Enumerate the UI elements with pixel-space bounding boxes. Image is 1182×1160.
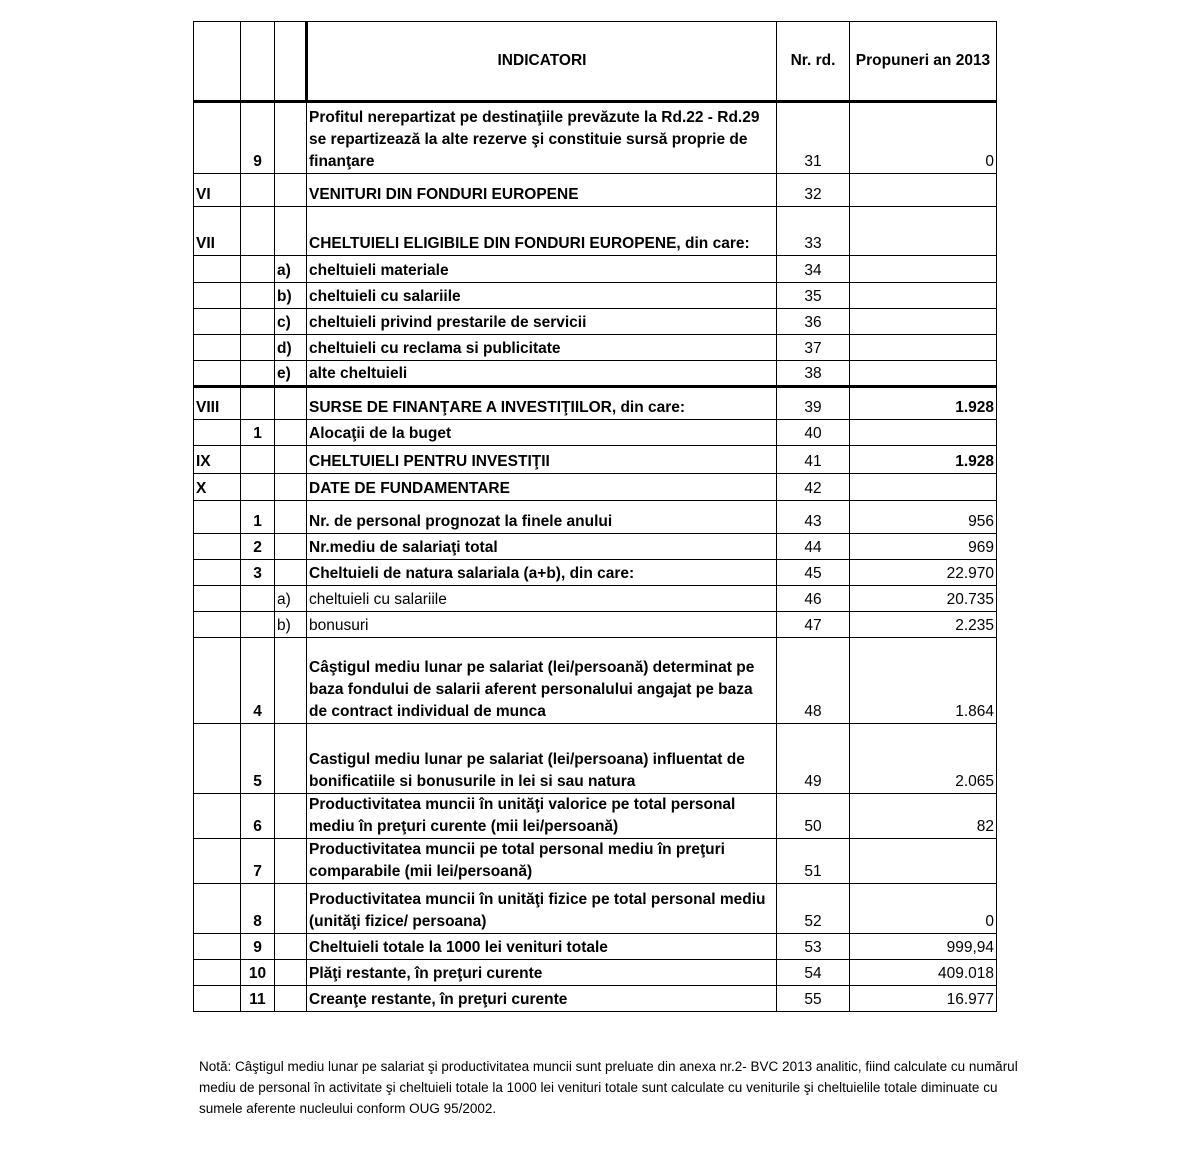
row-nr-rd-cell: 51 (777, 839, 850, 884)
row-value-cell (850, 174, 997, 207)
table-row (194, 794, 997, 839)
table-row (194, 256, 997, 283)
row-indicator-cell: cheltuieli materiale (307, 256, 777, 283)
row-number-cell (241, 256, 275, 283)
header-indicatori: INDICATORI (307, 22, 777, 102)
row-value-cell (850, 309, 997, 335)
row-number-cell: 4 (241, 638, 275, 724)
row-value-cell (850, 256, 997, 283)
table-header-row (194, 22, 997, 102)
row-letter-cell: c) (275, 309, 307, 335)
row-letter-cell (275, 986, 307, 1012)
row-indicator-cell: cheltuieli privind prestarile de servicii (307, 309, 777, 335)
row-value-cell: 1.928 (850, 387, 997, 420)
row-nr-rd-cell: 36 (777, 309, 850, 335)
row-letter-cell (275, 387, 307, 420)
row-number-cell: 10 (241, 960, 275, 986)
row-nr-rd-cell: 46 (777, 586, 850, 612)
row-nr-rd-cell: 50 (777, 794, 850, 839)
table-row (194, 934, 997, 960)
row-value-cell: 2.065 (850, 724, 997, 794)
row-section-cell (194, 102, 241, 174)
row-section-cell (194, 934, 241, 960)
row-letter-cell: b) (275, 283, 307, 309)
row-indicator-cell: Plăţi restante, în preţuri curente (307, 960, 777, 986)
row-value-cell: 409.018 (850, 960, 997, 986)
row-number-cell: 3 (241, 560, 275, 586)
row-nr-rd-cell: 49 (777, 724, 850, 794)
row-indicator-cell: CHELTUIELI ELIGIBILE DIN FONDURI EUROPENE, din care: (307, 207, 777, 256)
row-nr-rd-cell: 55 (777, 986, 850, 1012)
row-number-cell (241, 174, 275, 207)
row-indicator-cell: Creanţe restante, în preţuri curente (307, 986, 777, 1012)
row-letter-cell (275, 446, 307, 474)
row-number-cell (241, 283, 275, 309)
row-number-cell (241, 309, 275, 335)
row-section-cell (194, 560, 241, 586)
row-nr-rd-cell: 31 (777, 102, 850, 174)
row-value-cell: 82 (850, 794, 997, 839)
table-row (194, 724, 997, 794)
row-letter-cell (275, 560, 307, 586)
row-indicator-cell: Nr.mediu de salariaţi total (307, 534, 777, 560)
row-number-cell (241, 474, 275, 501)
row-section-cell (194, 724, 241, 794)
row-section-cell (194, 586, 241, 612)
table-row (194, 387, 997, 420)
row-nr-rd-cell: 35 (777, 283, 850, 309)
table-row (194, 446, 997, 474)
row-nr-rd-cell: 34 (777, 256, 850, 283)
row-indicator-cell: Cheltuieli de natura salariala (a+b), din care: (307, 560, 777, 586)
row-number-cell (241, 612, 275, 638)
row-nr-rd-cell: 39 (777, 387, 850, 420)
table-row (194, 309, 997, 335)
row-indicator-cell: Câştigul mediu lunar pe salariat (lei/persoană) determinat pe baza fondului de salarii aferent personalului angajat pe baza de contract individual de munca (307, 638, 777, 724)
table-row (194, 586, 997, 612)
row-value-cell: 20.735 (850, 586, 997, 612)
row-section-cell (194, 986, 241, 1012)
row-letter-cell: b) (275, 612, 307, 638)
row-indicator-cell: Castigul mediu lunar pe salariat (lei/persoana) influentat de bonificatiile si bonusurile in lei si sau natura (307, 724, 777, 794)
row-nr-rd-cell: 32 (777, 174, 850, 207)
row-letter-cell (275, 794, 307, 839)
row-nr-rd-cell: 40 (777, 420, 850, 446)
row-value-cell: 0 (850, 884, 997, 934)
row-number-cell (241, 361, 275, 387)
row-indicator-cell: cheltuieli cu salariile (307, 283, 777, 309)
row-nr-rd-cell: 52 (777, 884, 850, 934)
row-indicator-cell: DATE DE FUNDAMENTARE (307, 474, 777, 501)
row-section-cell (194, 794, 241, 839)
row-value-cell: 16.977 (850, 986, 997, 1012)
table-row (194, 884, 997, 934)
row-number-cell: 7 (241, 839, 275, 884)
row-section-cell (194, 884, 241, 934)
row-number-cell: 11 (241, 986, 275, 1012)
row-letter-cell (275, 934, 307, 960)
table-row (194, 474, 997, 501)
row-section-cell: VI (194, 174, 241, 207)
row-indicator-cell: CHELTUIELI PENTRU INVESTIŢII (307, 446, 777, 474)
row-nr-rd-cell: 42 (777, 474, 850, 501)
row-number-cell: 8 (241, 884, 275, 934)
table-row (194, 960, 997, 986)
row-indicator-cell: Nr. de personal prognozat la finele anului (307, 501, 777, 534)
row-value-cell (850, 361, 997, 387)
row-indicator-cell: Profitul nerepartizat pe destinaţiile prevăzute la Rd.22 - Rd.29 se repartizează la alte rezerve şi constituie sursă proprie de finanţare (307, 102, 777, 174)
row-nr-rd-cell: 44 (777, 534, 850, 560)
row-number-cell: 2 (241, 534, 275, 560)
row-section-cell (194, 309, 241, 335)
row-letter-cell (275, 501, 307, 534)
row-letter-cell (275, 534, 307, 560)
row-indicator-cell: alte cheltuieli (307, 361, 777, 387)
row-nr-rd-cell: 48 (777, 638, 850, 724)
row-value-cell: 956 (850, 501, 997, 534)
header-empty-3 (275, 22, 307, 102)
row-value-cell: 1.928 (850, 446, 997, 474)
header-propuneri: Propuneri an 2013 (850, 22, 997, 102)
table-row (194, 638, 997, 724)
row-nr-rd-cell: 41 (777, 446, 850, 474)
row-value-cell: 969 (850, 534, 997, 560)
row-value-cell (850, 283, 997, 309)
row-indicator-cell: Productivitatea muncii în unităţi valorice pe total personal mediu în preţuri curente (mii lei/persoană) (307, 794, 777, 839)
row-nr-rd-cell: 38 (777, 361, 850, 387)
row-nr-rd-cell: 43 (777, 501, 850, 534)
row-letter-cell (275, 420, 307, 446)
row-value-cell (850, 420, 997, 446)
row-letter-cell (275, 884, 307, 934)
table-row (194, 986, 997, 1012)
row-letter-cell (275, 724, 307, 794)
row-section-cell (194, 501, 241, 534)
row-number-cell: 6 (241, 794, 275, 839)
footnote: Notă: Câştigul mediu lunar pe salariat şi productivitatea muncii sunt preluate din anexa nr.2- BVC 2013 analitic, fiind calculate cu numărul mediu de personal în activitate şi cheltuieli totale la 1000 lei venituri totale sunt calculate cu veniturile şi cheltuielile totale diminuate cu sumele aferente nucleului conform OUG 95/2002. (199, 1059, 1018, 1116)
row-indicator-cell: Cheltuieli totale la 1000 lei venituri totale (307, 934, 777, 960)
row-number-cell: 1 (241, 420, 275, 446)
row-letter-cell: e) (275, 361, 307, 387)
row-number-cell (241, 387, 275, 420)
row-number-cell: 5 (241, 724, 275, 794)
table-row (194, 335, 997, 361)
row-letter-cell (275, 839, 307, 884)
row-indicator-cell: cheltuieli cu salariile (307, 586, 777, 612)
row-section-cell (194, 256, 241, 283)
row-indicator-cell: cheltuieli cu reclama si publicitate (307, 335, 777, 361)
row-value-cell (850, 207, 997, 256)
row-nr-rd-cell: 53 (777, 934, 850, 960)
row-number-cell (241, 335, 275, 361)
row-section-cell (194, 335, 241, 361)
table-row (194, 207, 997, 256)
row-letter-cell: d) (275, 335, 307, 361)
row-number-cell (241, 586, 275, 612)
row-letter-cell (275, 102, 307, 174)
row-indicator-cell: Productivitatea muncii pe total personal mediu în preţuri comparabile (mii lei/persoană) (307, 839, 777, 884)
row-value-cell (850, 839, 997, 884)
row-value-cell: 1.864 (850, 638, 997, 724)
row-section-cell (194, 612, 241, 638)
row-letter-cell: a) (275, 586, 307, 612)
row-value-cell (850, 474, 997, 501)
row-nr-rd-cell: 37 (777, 335, 850, 361)
row-value-cell: 2.235 (850, 612, 997, 638)
row-indicator-cell: VENITURI DIN FONDURI EUROPENE (307, 174, 777, 207)
row-letter-cell: a) (275, 256, 307, 283)
table-row (194, 102, 997, 174)
table-row (194, 174, 997, 207)
row-letter-cell (275, 638, 307, 724)
table-row (194, 839, 997, 884)
table-row (194, 420, 997, 446)
row-indicator-cell: Productivitatea muncii în unităţi fizice pe total personal mediu (unităţi fizice/ persoana) (307, 884, 777, 934)
row-letter-cell (275, 474, 307, 501)
row-section-cell: VIII (194, 387, 241, 420)
row-section-cell (194, 839, 241, 884)
table-row (194, 560, 997, 586)
row-indicator-cell: bonusuri (307, 612, 777, 638)
row-section-cell (194, 420, 241, 446)
row-indicator-cell: SURSE DE FINANŢARE A INVESTIŢIILOR, din care: (307, 387, 777, 420)
row-nr-rd-cell: 47 (777, 612, 850, 638)
row-value-cell (850, 335, 997, 361)
row-value-cell: 999,94 (850, 934, 997, 960)
row-section-cell (194, 638, 241, 724)
table-row (194, 534, 997, 560)
row-number-cell: 1 (241, 501, 275, 534)
header-empty-2 (241, 22, 275, 102)
row-number-cell: 9 (241, 102, 275, 174)
table-row (194, 283, 997, 309)
table-row (194, 501, 997, 534)
table-row (194, 361, 997, 387)
row-value-cell: 22.970 (850, 560, 997, 586)
indicators-table (193, 21, 997, 1012)
row-section-cell: VII (194, 207, 241, 256)
row-nr-rd-cell: 45 (777, 560, 850, 586)
row-value-cell: 0 (850, 102, 997, 174)
row-letter-cell (275, 960, 307, 986)
row-letter-cell (275, 207, 307, 256)
table-row (194, 612, 997, 638)
row-indicator-cell: Alocaţii de la buget (307, 420, 777, 446)
row-section-cell: X (194, 474, 241, 501)
row-number-cell (241, 446, 275, 474)
row-nr-rd-cell: 33 (777, 207, 850, 256)
row-section-cell (194, 283, 241, 309)
row-section-cell (194, 361, 241, 387)
row-nr-rd-cell: 54 (777, 960, 850, 986)
row-number-cell (241, 207, 275, 256)
header-empty-1 (194, 22, 241, 102)
row-number-cell: 9 (241, 934, 275, 960)
row-section-cell: IX (194, 446, 241, 474)
row-letter-cell (275, 174, 307, 207)
row-section-cell (194, 534, 241, 560)
row-section-cell (194, 960, 241, 986)
header-nr-rd: Nr. rd. (777, 22, 850, 102)
